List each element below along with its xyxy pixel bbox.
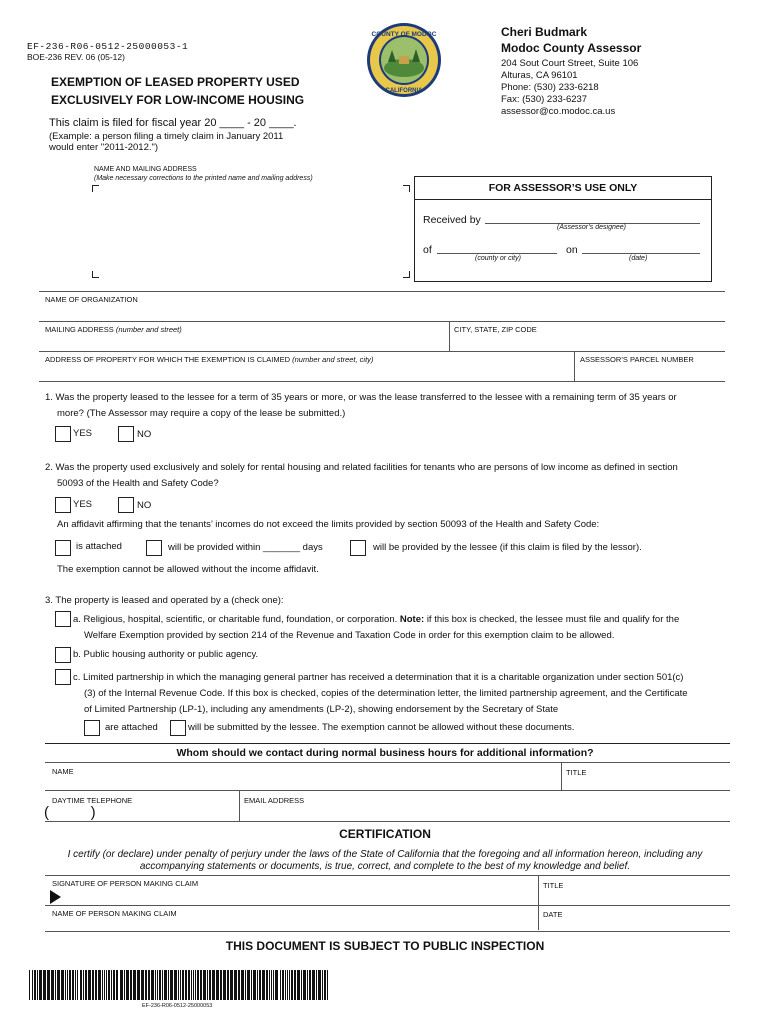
q2-text-line1: 2. Was the property used exclusively and solely for rental housing and related facilities for tenants who are persons of low income as defined in section [45,462,678,473]
q2-warning: The exemption cannot be allowed without the income affidavit. [57,564,319,575]
q2-no-label: NO [137,500,152,511]
certification-line1: I certify (or declare) under penalty of perjury under the laws of the State of California that the foregoing and all information hereon, including any [67,849,703,860]
mailing-address-area[interactable] [95,188,405,274]
q1-no-label: NO [137,429,152,440]
county-hint: (county or city) [475,255,521,262]
q2-yes-checkbox[interactable] [55,497,71,513]
q3-c-checkbox[interactable] [55,669,71,685]
county-line[interactable] [437,253,557,254]
example-line2: would enter "2011-2012.") [49,142,159,153]
cert-title-label: TITLE [543,881,564,890]
divider [39,381,725,382]
affidavit-attached-checkbox[interactable] [55,540,71,556]
city-state-zip-field[interactable] [452,335,722,350]
q2-affidavit-text: An affidavit affirming that the tenants’ incomes do not exceed the limits provided by section 50093 of the Health and Safety Code: [57,519,600,530]
assessor-name: Cheri Budmark [501,25,588,39]
q2-no-checkbox[interactable] [118,497,134,513]
divider [239,790,240,821]
example-line1: (Example: a person filing a timely claim in January 2011 [49,131,284,142]
signature-label: SIGNATURE OF PERSON MAKING CLAIM [52,879,199,888]
claimant-name-label: NAME OF PERSON MAKING CLAIM [52,909,177,918]
designee-hint: (Assessor’s designee) [557,224,626,231]
assessor-email[interactable]: assessor@co.modoc.ca.us [501,106,616,117]
q3-intro: 3. The property is leased and operated by a (check one): [45,595,284,606]
q3-c-submitted-label: will be submitted by the lessee. The exemption cannot be allowed without these documents. [188,722,575,733]
contact-title-field[interactable] [564,777,728,789]
email-label: EMAIL ADDRESS [244,796,305,805]
q3-c-attached-label: are attached [105,722,158,733]
q3-c-line2: (3) of the Internal Revenue Code. If this box is checked, copies of the determination letter, the limited partnership agreement, and the Certificate [84,688,688,699]
email-field[interactable] [242,806,728,820]
q3-a-line2: Welfare Exemption provided by section 214 of the Revenue and Taxation Code in order for this exemption claim to be allowed. [84,630,615,641]
date-field[interactable] [541,919,728,930]
property-address-label: ADDRESS OF PROPERTY FOR WHICH THE EXEMPTION IS CLAIMED (number and street, city) [45,355,374,364]
affidavit-within-checkbox[interactable] [146,540,162,556]
q2-text-line2: 50093 of the Health and Safety Code? [57,478,219,489]
divider [574,351,575,381]
assessor-use-box [414,176,712,282]
q2-yes-label: YES [73,499,93,510]
q3-c-submitted-checkbox[interactable] [170,720,186,736]
q1-no-checkbox[interactable] [118,426,134,442]
divider [39,351,725,352]
of-label: of [423,244,432,256]
contact-name-field[interactable] [50,777,558,789]
contact-title-label: TITLE [566,768,587,777]
date-hint: (date) [629,255,648,262]
divider [45,743,730,744]
affidavit-lessee-checkbox[interactable] [350,540,366,556]
seal-bottom-text: CALIFORNIA [385,88,423,94]
q1-yes-checkbox[interactable] [55,426,71,442]
divider [39,291,725,292]
assessor-use-title: FOR ASSESSOR’S USE ONLY [488,182,638,194]
q3-c-line3: of Limited Partnership (LP-1), including any amendments (LP-2), showing endorsement by the Secretary of State [84,704,559,715]
divider [45,821,730,822]
date-line[interactable] [582,253,700,254]
on-label: on [566,244,578,256]
q1-yes-label: YES [73,428,93,439]
divider [561,762,562,790]
mailing-address-field[interactable] [42,335,446,350]
divider [45,931,730,932]
mailing-hint: (Make necessary corrections to the printed name and mailing address) [94,175,313,182]
fiscal-year-line: This claim is filed for fiscal year 20 ____ - 20 ____. [49,117,297,129]
parcel-number-field[interactable] [578,365,722,380]
q3-b-checkbox[interactable] [55,647,71,663]
q1-text-line1: 1. Was the property leased to the lessee for a term of 35 years or more, or was the lease transferred to the lessee with a remaining term of 35 years or [45,392,677,403]
affidavit-within-label: will be provided within _______ days [168,542,323,553]
barcode-text: EF-236-R06-0512-25000053 [142,1003,213,1009]
public-inspection-notice: THIS DOCUMENT IS SUBJECT TO PUBLIC INSPECTION [225,939,545,953]
contact-heading: Whom should we contact during normal business hours for additional information? [176,747,594,759]
property-address-field[interactable] [42,365,570,380]
claimant-name-field[interactable] [50,918,534,930]
divider [45,790,730,791]
form-title-line2: EXCLUSIVELY FOR LOW-INCOME HOUSING [51,93,305,107]
q3-b-label: b. Public housing authority or public agency. [73,649,259,660]
signature-arrow-icon [50,890,61,904]
contact-name-label: NAME [52,767,74,776]
assessor-phone: Phone: (530) 233-6218 [501,82,599,93]
seal-top-text: COUNTY OF MODOC [371,31,437,38]
q3-c-line1: c. Limited partnership in which the managing general partner has received a determination that it is a charitable organization under section 501(c) [73,672,684,683]
cert-title-field[interactable] [541,891,728,904]
org-name-label: NAME OF ORGANIZATION [45,295,138,304]
city-state-zip-label: CITY, STATE, ZIP CODE [454,325,537,334]
org-name-field[interactable] [42,305,722,320]
received-by-label: Received by [423,214,481,226]
assessor-address1: 204 Sout Court Street, Suite 106 [501,58,639,69]
q3-c-attached-checkbox[interactable] [84,720,100,736]
divider [45,905,730,906]
date-label: DATE [543,910,563,919]
divider [538,875,539,930]
assessor-office: Modoc County Assessor [501,41,642,55]
form-revision: BOE-236 REV. 06 (05-12) [27,52,125,62]
daytime-phone-label: DAYTIME TELEPHONE [52,796,133,805]
mailing-address-label: MAILING ADDRESS (number and street) [45,325,182,334]
county-seal-logo [366,22,442,98]
divider [449,321,450,351]
affidavit-lessee-label: will be provided by the lessee (if this claim is filed by the lessor). [373,542,642,553]
barcode [29,970,331,1000]
divider [45,875,730,876]
form-code: EF-236-R06-0512-25000053-1 [27,41,189,52]
affidavit-attached-label: is attached [76,541,122,552]
mailing-label: NAME AND MAILING ADDRESS [94,166,197,173]
parcel-number-label: ASSESSOR’S PARCEL NUMBER [580,355,694,364]
assessor-fax: Fax: (530) 233-6237 [501,94,588,105]
signature-field[interactable] [66,888,534,904]
q1-text-line2: more? (The Assessor may require a copy of the lease be submitted.) [57,408,346,419]
form-title-line1: EXEMPTION OF LEASED PROPERTY USED [51,75,300,89]
certification-heading: CERTIFICATION [339,827,431,841]
daytime-phone-field[interactable]: ( ) [44,804,96,821]
q3-a-line1: a. Religious, hospital, scientific, or charitable fund, foundation, or corporation. Note: if this box is checked, the lessee must file and qualify for the [73,614,680,625]
certification-line2: accompanying statements or documents, is true, correct, and complete to the best of my knowledge and belief. [139,861,631,872]
divider [39,321,725,322]
q3-a-checkbox[interactable] [55,611,71,627]
divider [45,762,730,763]
assessor-address2: Alturas, CA 96101 [501,70,578,81]
